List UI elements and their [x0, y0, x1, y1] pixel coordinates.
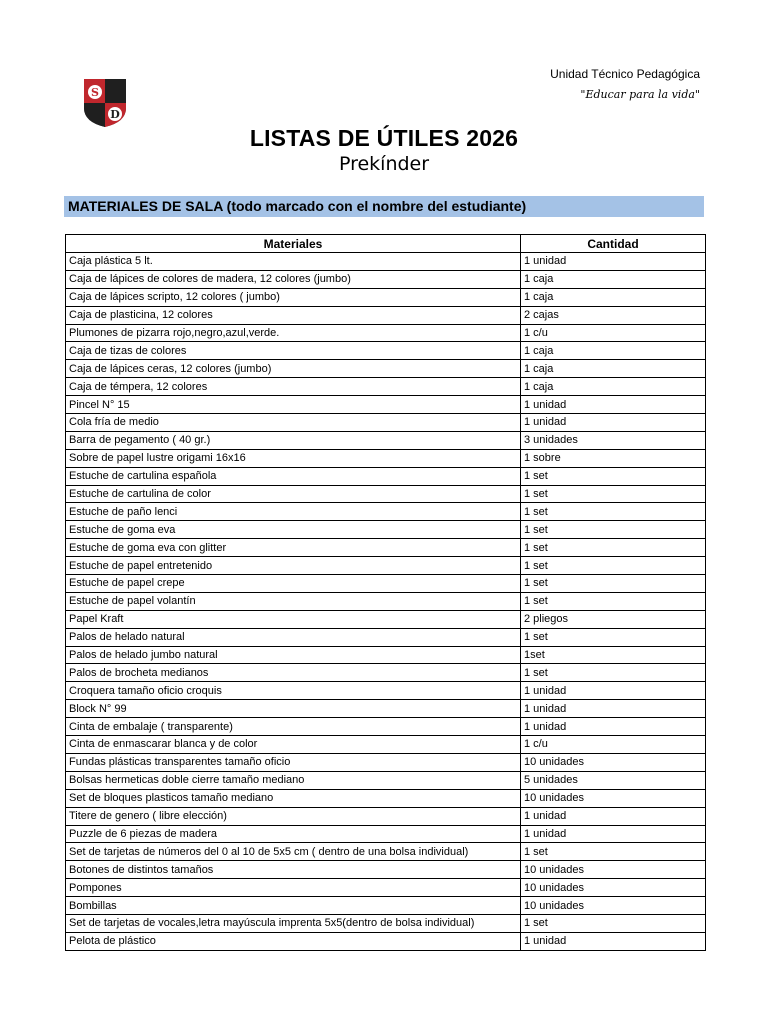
material-cell: Caja de lápices ceras, 12 colores (jumbo) — [66, 360, 521, 378]
material-cell: Block N° 99 — [66, 700, 521, 718]
material-cell: Bombillas — [66, 897, 521, 915]
material-cell: Botones de distintos tamaños — [66, 861, 521, 879]
material-cell: Estuche de cartulina de color — [66, 485, 521, 503]
table-row — [66, 360, 706, 378]
quantity-cell: 2 cajas — [521, 306, 706, 324]
materials-table — [65, 234, 706, 951]
material-cell: Titere de genero ( libre elección) — [66, 807, 521, 825]
quantity-cell: 2 pliegos — [521, 610, 706, 628]
quantity-cell: 10 unidades — [521, 861, 706, 879]
material-cell: Barra de pegamento ( 40 gr.) — [66, 431, 521, 449]
quantity-cell: 1 unidad — [521, 414, 706, 432]
page-subtitle: Prekínder — [338, 153, 430, 175]
material-cell: Pompones — [66, 879, 521, 897]
school-crest-logo — [82, 78, 128, 128]
header-info — [550, 67, 700, 101]
quantity-cell: 1 unidad — [521, 396, 706, 414]
material-cell: Bolsas hermeticas doble cierre tamaño mediano — [66, 771, 521, 789]
material-cell: Estuche de goma eva con glitter — [66, 539, 521, 557]
table-row — [66, 914, 706, 932]
table-row — [66, 807, 706, 825]
page-title: LISTAS DE ÚTILES 2026 — [249, 125, 519, 151]
table-row — [66, 306, 706, 324]
material-cell: Set de tarjetas de números del 0 al 10 de 5x5 cm ( dentro de una bolsa individual) — [66, 843, 521, 861]
table-row — [66, 736, 706, 754]
material-cell: Estuche de goma eva — [66, 521, 521, 539]
quantity-cell: 1 set — [521, 485, 706, 503]
material-cell: Set de bloques plasticos tamaño mediano — [66, 789, 521, 807]
table-row — [66, 610, 706, 628]
quantity-cell: 1 set — [521, 557, 706, 575]
table-row — [66, 575, 706, 593]
quantity-cell: 1 c/u — [521, 736, 706, 754]
quantity-cell: 1 set — [521, 914, 706, 932]
quantity-cell: 3 unidades — [521, 431, 706, 449]
quantity-cell: 1 caja — [521, 360, 706, 378]
quantity-cell: 1 set — [521, 575, 706, 593]
quantity-cell: 1 unidad — [521, 825, 706, 843]
material-cell: Papel Kraft — [66, 610, 521, 628]
header-materials: Materiales — [66, 235, 521, 253]
material-cell: Set de tarjetas de vocales,letra mayúscula imprenta 5x5(dentro de bolsa individual) — [66, 914, 521, 932]
unit-name: Unidad Técnico Pedagógica — [550, 67, 700, 81]
table-row — [66, 467, 706, 485]
quantity-cell: 1 c/u — [521, 324, 706, 342]
table-row — [66, 503, 706, 521]
material-cell: Palos de helado jumbo natural — [66, 646, 521, 664]
table-row — [66, 449, 706, 467]
quantity-cell: 10 unidades — [521, 753, 706, 771]
quantity-cell: 1 unidad — [521, 718, 706, 736]
material-cell: Estuche de papel crepe — [66, 575, 521, 593]
quantity-cell: 1 unidad — [521, 253, 706, 271]
quantity-cell: 1 set — [521, 628, 706, 646]
header-quantity: Cantidad — [521, 235, 706, 253]
table-row — [66, 396, 706, 414]
quantity-cell: 1 unidad — [521, 932, 706, 950]
school-motto: "Educar para la vida" — [580, 88, 700, 101]
quantity-cell: 10 unidades — [521, 789, 706, 807]
table-row — [66, 342, 706, 360]
quantity-cell: 1 set — [521, 521, 706, 539]
table-row — [66, 288, 706, 306]
material-cell: Caja de témpera, 12 colores — [66, 378, 521, 396]
material-cell: Estuche de papel volantín — [66, 592, 521, 610]
table-row — [66, 557, 706, 575]
quantity-cell: 1 set — [521, 503, 706, 521]
table-row — [66, 843, 706, 861]
quantity-cell: 1 set — [521, 664, 706, 682]
table-row — [66, 270, 706, 288]
table-row — [66, 879, 706, 897]
table-row — [66, 378, 706, 396]
table-header-row — [66, 235, 706, 253]
table-row — [66, 539, 706, 557]
material-cell: Caja de lápices scripto, 12 colores ( jumbo) — [66, 288, 521, 306]
material-cell: Cinta de embalaje ( transparente) — [66, 718, 521, 736]
material-cell: Estuche de cartulina española — [66, 467, 521, 485]
quantity-cell: 1 unidad — [521, 807, 706, 825]
quantity-cell: 10 unidades — [521, 897, 706, 915]
material-cell: Cinta de enmascarar blanca y de color — [66, 736, 521, 754]
table-row — [66, 682, 706, 700]
quantity-cell: 1set — [521, 646, 706, 664]
quantity-cell: 1 set — [521, 467, 706, 485]
material-cell: Palos de helado natural — [66, 628, 521, 646]
table-row — [66, 664, 706, 682]
table-row — [66, 861, 706, 879]
material-cell: Puzzle de 6 piezas de madera — [66, 825, 521, 843]
quantity-cell: 1 set — [521, 592, 706, 610]
quantity-cell: 10 unidades — [521, 879, 706, 897]
material-cell: Cola fría de medio — [66, 414, 521, 432]
table-row — [66, 718, 706, 736]
table-row — [66, 771, 706, 789]
material-cell: Caja de tizas de colores — [66, 342, 521, 360]
table-row — [66, 753, 706, 771]
table-row — [66, 789, 706, 807]
table-row — [66, 700, 706, 718]
section-header: MATERIALES DE SALA (todo marcado con el nombre del estudiante) — [64, 196, 704, 217]
table-row — [66, 253, 706, 271]
quantity-cell: 1 set — [521, 843, 706, 861]
table-row — [66, 628, 706, 646]
quantity-cell: 1 set — [521, 539, 706, 557]
quantity-cell: 1 unidad — [521, 682, 706, 700]
table-row — [66, 646, 706, 664]
material-cell: Caja de lápices de colores de madera, 12 colores (jumbo) — [66, 270, 521, 288]
material-cell: Palos de brocheta medianos — [66, 664, 521, 682]
table-row — [66, 324, 706, 342]
material-cell: Caja de plasticina, 12 colores — [66, 306, 521, 324]
quantity-cell: 1 sobre — [521, 449, 706, 467]
quantity-cell: 1 caja — [521, 288, 706, 306]
quantity-cell: 1 caja — [521, 342, 706, 360]
svg-text:S: S — [91, 86, 99, 99]
table-row — [66, 825, 706, 843]
quantity-cell: 1 caja — [521, 270, 706, 288]
material-cell: Fundas plásticas transparentes tamaño oficio — [66, 753, 521, 771]
svg-text:D: D — [110, 108, 120, 121]
quantity-cell: 1 unidad — [521, 700, 706, 718]
material-cell: Pelota de plástico — [66, 932, 521, 950]
material-cell: Plumones de pizarra rojo,negro,azul,verde. — [66, 324, 521, 342]
quantity-cell: 1 caja — [521, 378, 706, 396]
table-row — [66, 431, 706, 449]
table-row — [66, 485, 706, 503]
table-row — [66, 414, 706, 432]
material-cell: Estuche de papel entretenido — [66, 557, 521, 575]
table-row — [66, 897, 706, 915]
table-row — [66, 932, 706, 950]
quantity-cell: 5 unidades — [521, 771, 706, 789]
table-body — [66, 253, 706, 951]
material-cell: Pincel N° 15 — [66, 396, 521, 414]
material-cell: Croquera tamaño oficio croquis — [66, 682, 521, 700]
table-row — [66, 592, 706, 610]
material-cell: Sobre de papel lustre origami 16x16 — [66, 449, 521, 467]
table-row — [66, 521, 706, 539]
material-cell: Caja plástica 5 lt. — [66, 253, 521, 271]
material-cell: Estuche de paño lenci — [66, 503, 521, 521]
